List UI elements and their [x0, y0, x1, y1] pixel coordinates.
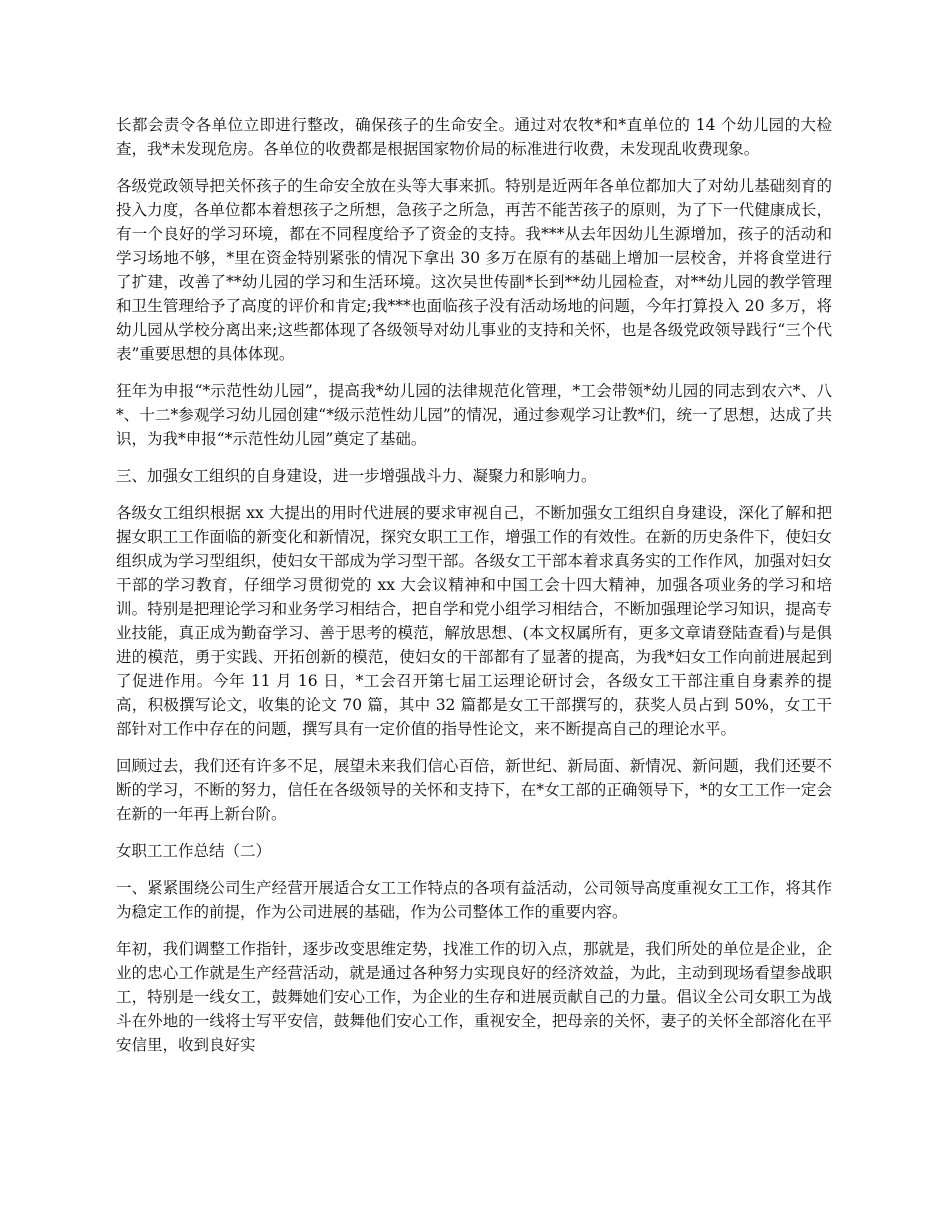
paragraph-model-kindergarten: 狂年为申报“*示范性幼儿园”，提高我*幼儿园的法律规范化管理，*工会带领*幼儿园的同志到农六*、八*、十二*参观学习幼儿园创建“*级示范性幼儿园”的情况，通过参观学习让教*们，统一了思想，达成了共识，为我*申报“*示范性幼儿园”奠定了基础。: [116, 382, 832, 448]
section-heading-one: 一、紧紧围绕公司生产经营开展适合女工工作特点的各项有益活动，公司领导高度重视女工工作，将其作为稳定工作的前提，作为公司进展的基础，作为公司整体工作的重要内容。: [116, 879, 832, 921]
paragraph-leadership-investment: 各级党政领导把关怀孩子的生命安全放在头等大事来抓。特别是近两年各单位都加大了对幼儿基础刻育的投入力度，各单位都本着想孩子之所想，急孩子之所急，再苦不能苦孩子的原则，为了下一代健康成长，有一个良好的学习环境，都在不同程度给予了资金的支持。我***从去年因幼儿生源增加，孩子的活动和学习场地不够，*里在资金特别紧张的情况下拿出 30 多万在原有的基础上增加一层校舍，并将食堂进行了扩建，改善了**幼儿园的学习和生活环境。这次吴世传副*长到**幼儿园检查，对**幼儿园的教学管理和卫生管理给予了高度的评价和肯定;我***也面临孩子没有活动场地的问题，今年打算投入 20 多万，将幼儿园从学校分离出来;这些都体现了各级领导对幼儿事业的支持和关怀，也是各级党政领导践行“三个代表”重要思想的具体体现。: [116, 177, 832, 363]
paragraph-kindergarten-inspection: 长都会责令各单位立即进行整改，确保孩子的生命安全。通过对农牧*和*直单位的 14 个幼儿园的大检查，我*未发现危房。各单位的收费都是根据国家物价局的标准进行收费，未发现乱收费现象。: [116, 116, 832, 158]
paragraph-work-guideline: 年初，我们调整工作指针，逐步改变思维定势，找准工作的切入点，那就是，我们所处的单位是企业，企业的忠心工作就是生产经营活动，就是通过各种努力实现良好的经济效益，为此，主动到现场看望参战职工，特别是一线女工，鼓舞她们安心工作，为企业的生存和进展贡献自己的力量。倡议全公司女职工为战斗在外地的一线将士写平安信，鼓舞他们安心工作，重视安全，把母亲的关怀，妻子的关怀全部溶化在平安信里，收到良好实: [116, 940, 832, 1054]
paragraph-women-organization: 各级女工组织根据 xx 大提出的用时代进展的要求审视自己，不断加强女工组织自身建设，深化了解和把握女职工工作面临的新变化和新情况，探究女职工工作，增强工作的有效性。在新的历史条件下，使妇女组织成为学习型组织，使妇女干部成为学习型干部。各级女工干部本着求真务实的工作作风，加强对妇女干部的学习教育，仔细学习贯彻党的 xx 大会议精神和中国工会十四大精神，加强各项业务的学习和培训。特别是把理论学习和业务学习相结合，把自学和党小组学习相结合，不断加强理论学习知识，提高专业技能，真正成为勤奋学习、善于思考的模范，解放思想、(本文权属所有，更多文章请登陆查看)与是俱进的模范，勇于实践、开拓创新的模范，使妇女的干部都有了显著的提高，为我*妇女工作向前进展起到了促进作用。今年 11 月 16 日，*工会召开第七届工运理论研讨会，各级女工干部注重自身素养的提高，积极撰写论文，收集的论文 70 篇，其中 32 篇都是女工干部撰写的，获奖人员占到 50%，女工干部针对工作中存在的问题，撰写具有一定价值的指导性论文，来不断提高自己的理论水平。: [116, 504, 832, 738]
document-page: [116, 113, 832, 1057]
paragraph-review-outlook: 回顾过去，我们还有许多不足，展望未来我们信心百倍，新世纪、新局面、新情况、新问题，我们还要不断的学习，不断的努力，信任在各级领导的关怀和支持下，在*女工部的正确领导下，*的女工工作一定会在新的一年再上新台阶。: [116, 757, 832, 823]
summary-two-title: 女职工工作总结（二）: [116, 842, 272, 860]
section-heading-three: 三、加强女工组织的自身建设，进一步增强战斗力、凝聚力和影响力。: [116, 467, 597, 485]
